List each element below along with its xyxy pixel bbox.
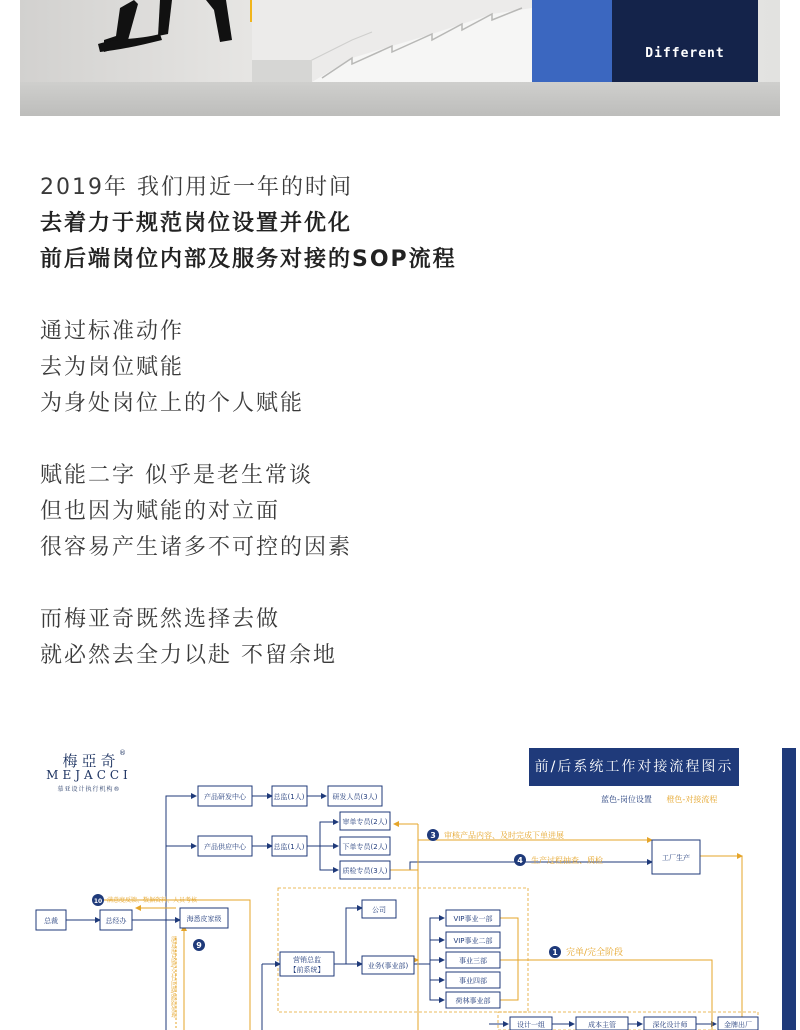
hero-staircase	[252, 0, 532, 82]
step-9-number: 9	[196, 941, 202, 950]
node-yingxiao-sub: 【前系统】	[289, 966, 325, 974]
poem-line: 而梅亚奇既然选择去做	[40, 607, 281, 632]
node-yanfa-renyuan: 研发人员(3人)	[332, 793, 378, 801]
step-10-text: 满意度反馈、数据资料、人员考核	[107, 897, 198, 904]
hero-navy-panel	[612, 0, 758, 82]
step-1-number: 1	[552, 948, 558, 957]
node-zongjian-1: 总监(1人)	[273, 793, 305, 801]
step-3-number: 3	[430, 831, 436, 840]
poem-line: 去为岗位赋能	[40, 355, 185, 380]
node-chanpin-gongying: 产品供应中心	[204, 843, 246, 851]
legend-blue: 蓝色-岗位设置	[601, 795, 652, 804]
brand-name-cn: 梅亞奇	[62, 752, 120, 770]
node-sheji: 设计一组	[517, 1021, 545, 1029]
node-shendan: 审单专员(2人)	[342, 818, 388, 826]
node-gongchang: 工厂生产	[662, 854, 690, 862]
node-chengben: 成本主管	[588, 1021, 616, 1029]
hero-blue-block	[532, 0, 612, 82]
step-1-text: 完单/完全阶段	[566, 948, 624, 958]
poem-line: 就必然去全力以赴 不留余地	[40, 643, 337, 668]
node-shenhua: 深化设计师	[652, 1021, 688, 1029]
node-zhijian: 质检专员(3人)	[342, 867, 388, 875]
node-shiye4: 事业四部	[459, 977, 487, 985]
workflow-diagram	[0, 740, 800, 1030]
legend-orange: 橙色-对接流程	[666, 795, 718, 804]
node-vip2: VIP事业二部	[453, 937, 493, 945]
node-zongjian-2: 总监(1人)	[273, 843, 305, 851]
node-gongsi: 公司	[372, 906, 386, 914]
poem-line: 前后端岗位内部及服务对接的SOP流程	[40, 247, 457, 272]
step-10-number: 10	[93, 898, 103, 905]
step-4-text: 生产过程抽查、质检	[531, 856, 603, 865]
poem-line: 很容易产生诸多不可控的因素	[40, 535, 353, 560]
poem-line: 2019年 我们用近一年的时间	[40, 175, 353, 200]
poem-gap	[40, 566, 760, 602]
node-chanpin-yanfa: 产品研发中心	[204, 793, 246, 801]
poem-gap	[40, 422, 760, 458]
node-yingxiao: 营销总监	[293, 956, 321, 964]
vertical-note: 满意度反馈/交付问题/跟踪处理	[169, 936, 177, 1019]
poem-line: 为身处岗位上的个人赋能	[40, 391, 305, 416]
poem-line: 但也因为赋能的对立面	[40, 499, 281, 524]
flow-lines	[0, 740, 800, 1030]
brand-name-en: MEJACCI	[46, 768, 132, 782]
node-zongcai: 总裁	[44, 917, 58, 925]
node-vip1: VIP事业一部	[453, 915, 493, 923]
poem-line: 通过标准动作	[40, 319, 185, 344]
hero-caption: Different	[645, 46, 725, 61]
brand-subtitle: 慕亚设计执行机构®	[57, 786, 121, 793]
node-shiye3: 事业三部	[459, 957, 487, 965]
node-zongjingban: 总经办	[105, 917, 127, 925]
diagram-title: 前/后系统工作对接流程图示	[529, 748, 739, 786]
poem-gap	[40, 278, 760, 314]
step-3-text: 审核产品内容、及时完成下单进展	[444, 831, 564, 840]
step-4-number: 4	[517, 856, 523, 865]
node-xiaolin: 荷林事业部	[455, 997, 491, 1005]
node-haiyu: 海悉皮家级	[186, 915, 222, 923]
node-xiadan: 下单专员(2人)	[342, 843, 388, 851]
poem-line: 赋能二字 似乎是老生常谈	[40, 463, 313, 488]
hero-brush-glyph	[20, 0, 260, 82]
node-jinpin: 金牌出厂	[724, 1021, 752, 1029]
hero-floor	[20, 82, 780, 116]
hero-photo	[20, 0, 780, 116]
poem-line: 去着力于规范岗位设置并优化	[40, 211, 353, 236]
poem-text	[40, 170, 760, 674]
brand-registered-mark: ®	[119, 749, 126, 757]
node-yewu: 业务(事业部)	[367, 962, 409, 970]
